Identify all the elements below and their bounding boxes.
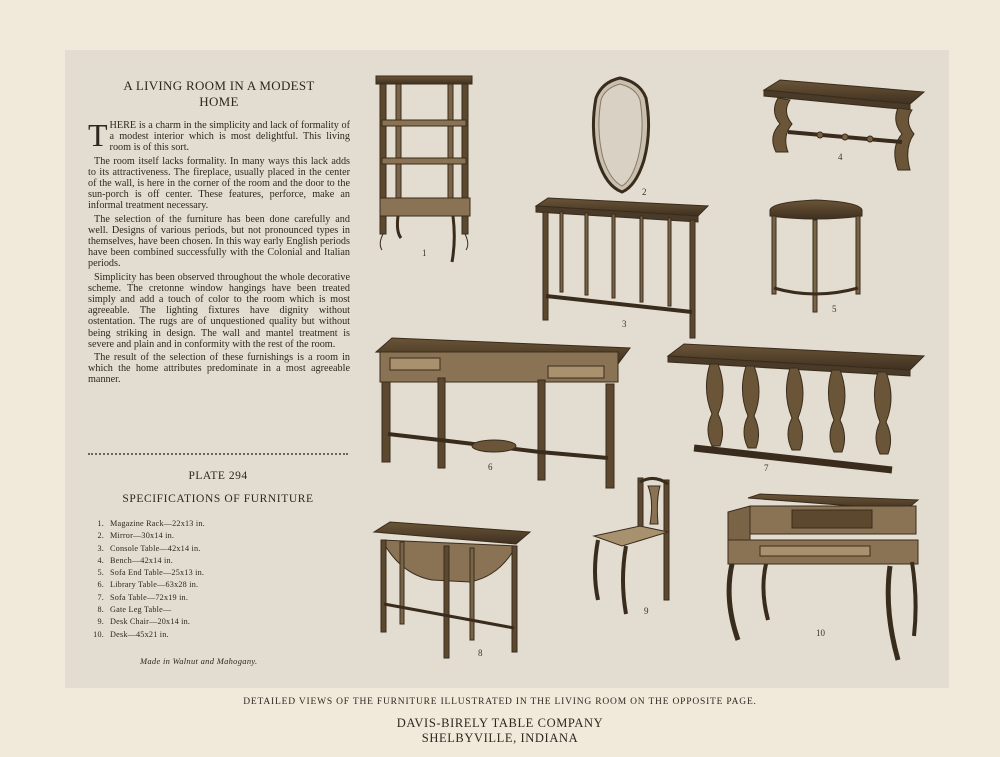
company-city: SHELBYVILLE, INDIANA <box>421 731 579 745</box>
company-name: DAVIS-BIRELY TABLE COMPANY <box>396 716 604 730</box>
spec-text: Console Table—42x14 in. <box>110 543 201 553</box>
spec-number: 1. <box>97 519 104 528</box>
console-table-illustration <box>536 198 708 338</box>
spec-text: Desk Chair—20x14 in. <box>110 617 191 627</box>
spec-text: Gate Leg Table— <box>110 605 172 615</box>
spec-text: Sofa End Table—25x13 in. <box>110 568 205 578</box>
sofa-end-table-illustration <box>770 200 862 312</box>
figure-number-5: 5 <box>832 304 837 314</box>
spec-number: 8. <box>97 605 104 615</box>
library-table-illustration <box>376 338 630 488</box>
specifications-heading: SPECIFICATIONS OF FURNITURE <box>122 493 314 505</box>
figure-number-1: 1 <box>422 248 427 258</box>
mirror-illustration <box>593 78 648 192</box>
article-paragraph-5: The result of the selection of these furnishings is a room in which the home attributes predominate in a most agreeable manner. <box>88 352 350 386</box>
spec-number: 9. <box>97 617 104 627</box>
article-paragraph-3: The selection of the furniture has been done carefully and well. Designs of various periods, but not pronounced types in themselves, have been chosen. In this way early English periods have been combined successfully with the Colonial and Italian periods. <box>88 213 350 270</box>
article-paragraph-4: Simplicity has been observed throughout the whole decorative scheme. The cretonne window hangings have been treated simply and add a touch of color to the room which is most agreeable. The lighting fixtures have dignity without ostentation. The rugs are of unquestioned quality but without being striking in design. The wall and mantel treatment is severe and plain and in conformity with the rest of the room. <box>88 271 350 350</box>
figure-number-3: 3 <box>622 319 627 329</box>
figure-number-2: 2 <box>642 187 647 197</box>
spec-text: Mirror—30x14 in. <box>110 531 175 541</box>
material-note: Made in Walnut and Mahogany. <box>140 656 258 666</box>
figure-numbers <box>422 152 843 658</box>
spec-number: 6. <box>97 580 104 590</box>
spec-number: 10. <box>93 629 104 639</box>
spec-number: 4. <box>97 555 104 565</box>
spec-text: Desk—45x21 in. <box>110 629 169 639</box>
drop-cap: T <box>88 117 108 153</box>
spec-number: 2. <box>97 531 104 541</box>
article-title-line1: A LIVING ROOM IN A MODEST <box>123 78 315 93</box>
article-paragraph-2: The room itself lacks formality. In many ways this lack adds to its attractiveness. The fireplace, usually placed in the center of the wall, is here in the corner of the room and the door to the sun-porch is off center. These features, perforce, make an informal treatment necessary. <box>88 155 350 212</box>
gate-leg-table-illustration <box>374 522 530 658</box>
desk-chair-illustration <box>594 478 669 614</box>
spec-text: Magazine Rack—22x13 in. <box>110 519 205 528</box>
spec-text: Sofa Table—72x19 in. <box>110 592 189 602</box>
figure-number-7: 7 <box>764 463 769 473</box>
company-imprint <box>0 716 1000 746</box>
spec-text: Library Table—63x28 in. <box>110 580 199 590</box>
plate-caption: DETAILED VIEWS OF THE FURNITURE ILLUSTRATED IN THE LIVING ROOM ON THE OPPOSITE PAGE. <box>243 697 757 707</box>
article-paragraph-1-text: HERE is a charm in the simplicity and lack of formality of a modest interior which is most delightful. This living room is of this sort. <box>109 120 350 154</box>
spec-text: Bench—42x14 in. <box>110 555 174 565</box>
figure-number-9: 9 <box>644 606 649 616</box>
article-title-line2: HOME <box>199 94 239 109</box>
spec-number: 7. <box>97 592 104 602</box>
figure-number-8: 8 <box>478 648 483 658</box>
figure-number-4: 4 <box>838 152 843 162</box>
spec-number: 3. <box>97 543 104 553</box>
magazine-rack-illustration <box>376 76 472 262</box>
spec-number: 5. <box>97 568 104 578</box>
figure-number-6: 6 <box>488 462 493 472</box>
bench-illustration <box>764 80 924 170</box>
sofa-table-illustration <box>668 344 924 470</box>
figure-number-10: 10 <box>816 628 825 638</box>
plate-number: PLATE 294 <box>188 470 248 482</box>
